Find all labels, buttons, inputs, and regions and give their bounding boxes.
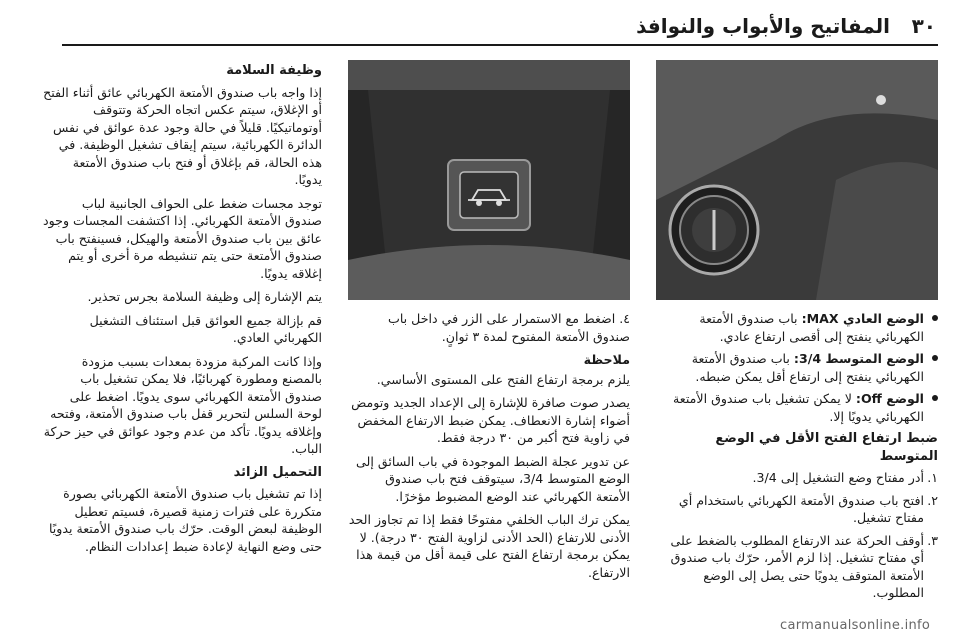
note-line: يلزم برمجة ارتفاع الفتح على المستوى الأساسي. bbox=[376, 371, 630, 387]
left-column bbox=[42, 60, 322, 561]
safety-paragraph: قم بإزالة جميع العوائق قبل استئناف التشغيل الكهربائي العادي. bbox=[89, 312, 322, 345]
mode-off-text: لا يمكن تشغيل باب صندوق الأمتعة الكهربائي يدويًا إلا. bbox=[673, 391, 924, 424]
safety-paragraph: إذا واجه باب صندوق الأمتعة الكهربائي عائق أثناء الفتح أو الإغلاق، سيتم عكس اتجاه الحركة وتتوقف أوتوماتيكيًا. قليلاً في حالة وجود عدة عوائق في نفس الدائرة الكهربائية، سيتم إيقاف تشغيل الوظيفة. في هذه الحالة، قم بإغلاق أو فتح باب صندوق الأمتعة يدويًا. bbox=[43, 84, 322, 187]
switch-photo bbox=[656, 60, 938, 300]
bullet-icon bbox=[932, 355, 938, 361]
bullet-icon bbox=[932, 315, 938, 321]
mode-mid-item bbox=[656, 350, 938, 385]
mode-max-item bbox=[656, 310, 938, 345]
mode-max-text: باب صندوق الأمتعة الكهربائي ينفتح إلى أقصى ارتفاع عادي. bbox=[699, 311, 924, 344]
step-number: ١. bbox=[927, 470, 938, 485]
mode-mid-text: باب صندوق الأمتعة الكهربائي ينفتح إلى ارتفاع أقل يمكن ضبطه. bbox=[691, 351, 924, 384]
switch-illustration bbox=[656, 60, 938, 300]
section-title-safety: وظيفة السلامة bbox=[226, 63, 322, 78]
note-line: يصدر صوت صافرة للإشارة إلى الإعداد الجديد وتومض أضواء إشارة الانعطاف. يمكن ضبط الارتفاع المخفض في زاوية فتح أكبر من ٣٠ درجة فقط. bbox=[351, 395, 630, 445]
section-title-adjust: ضبط ارتفاع الفتح الأقل في الوضع المتوسط bbox=[715, 431, 938, 464]
chapter-title: المفاتيح والأبواب والنوافذ bbox=[636, 14, 890, 38]
step-text: أوقف الحركة عند الارتفاع المطلوب بالضغط على أي مفتاح تشغيل. إذا لزم الأمر، حرّك باب صندوق الأمتعة المتوقف يدويًا حتى يصل إلى الوضع المطلوب. bbox=[670, 532, 924, 600]
safety-paragraph: وإذا كانت المركبة مزودة بمعدات بسبب مزودة بالمصنع ومطورة كهربائيًا، فلا يمكن تشغيل باب صندوق الأمتعة الكهربائي سوى يدويًا. اضغط على لوحة السلس لتحرير قفل باب صندوق الأمتعة، وفتحه وإغلاقه يدويًا. تأكد من عدم وجود عوائق في حيز حركة الباب. bbox=[43, 353, 322, 456]
step-text: أدر مفتاح وضع التشغيل إلى 3/4. bbox=[752, 470, 924, 485]
step-number: ٣. bbox=[927, 532, 938, 548]
safety-paragraph: يتم الإشارة إلى وظيفة السلامة بجرس تحذير. bbox=[87, 289, 322, 304]
section-title-overload: التحميل الزائد bbox=[233, 464, 322, 480]
note-line: يمكن ترك الباب الخلفي مفتوحًا فقط إذا تم تجاوز الحد الأدنى للارتفاع (الحد الأدنى لزاوية الفتح ٣٠ درجة). لا يمكن برمجة ارتفاع الفتح على قيمة أقل من قيمة هذا الارتفاع. bbox=[348, 512, 630, 580]
step-item bbox=[656, 469, 938, 487]
mode-max-term: الوضع العادي MAX: bbox=[801, 311, 924, 326]
step-item bbox=[656, 532, 938, 602]
figure-caption: ٤. اضغط مع الاستمرار على الزر في داخل باب صندوق الأمتعة المفتوح لمدة ٣ ثوانٍ. bbox=[387, 311, 630, 344]
right-column bbox=[656, 60, 938, 607]
mode-list bbox=[656, 310, 938, 425]
tailgate-photo bbox=[348, 60, 630, 300]
middle-column bbox=[348, 60, 630, 587]
tailgate-illustration bbox=[348, 60, 630, 300]
step-number: ٢. bbox=[927, 492, 938, 508]
note-title: ملاحظة bbox=[583, 352, 630, 367]
overload-paragraph: إذا تم تشغيل باب صندوق الأمتعة الكهربائي بصورة متكررة على فترات زمنية قصيرة، فسيتم تعطيل الوظيفة لبعض الوقت. حرّك باب صندوق الأمتعة يدويًا حتى وضع النهاية لإعادة ضبط إعدادات النظام. bbox=[48, 486, 322, 554]
page-number: ٣٠ bbox=[911, 14, 936, 38]
mode-off-term: الوضع Off: bbox=[855, 391, 924, 406]
mode-off-item bbox=[656, 390, 938, 425]
watermark: carmanualsonline.info bbox=[780, 618, 931, 633]
page-header bbox=[0, 0, 960, 52]
steps-list bbox=[656, 469, 938, 602]
step-text: افتح باب صندوق الأمتعة الكهربائي باستخدام أي مفتاح تشغيل. bbox=[678, 492, 924, 525]
bullet-icon bbox=[932, 395, 938, 401]
step-item bbox=[656, 492, 938, 527]
mode-mid-term: الوضع المتوسط 3/4: bbox=[793, 351, 924, 366]
header-divider bbox=[62, 44, 938, 46]
safety-paragraph: توجد مجسات ضغط على الحواف الجانبية لباب صندوق الأمتعة الكهربائي. إذا اكتشفت المجسات وجود عائق بين باب صندوق الأمتعة والهيكل، فسينفتح باب صندوق الأمتعة حتى يتم تنشيطه مرة أخرى أو يتم إغلاقه يدويًا. bbox=[43, 195, 322, 281]
note-line: عن تدوير عجلة الضبط الموجودة في باب السائق إلى الوضع المتوسط 3/4، سيتوقف فتح باب صندوق الأمتعة الكهربائي عند الوضع المضبوط مؤخرًا. bbox=[356, 453, 630, 504]
